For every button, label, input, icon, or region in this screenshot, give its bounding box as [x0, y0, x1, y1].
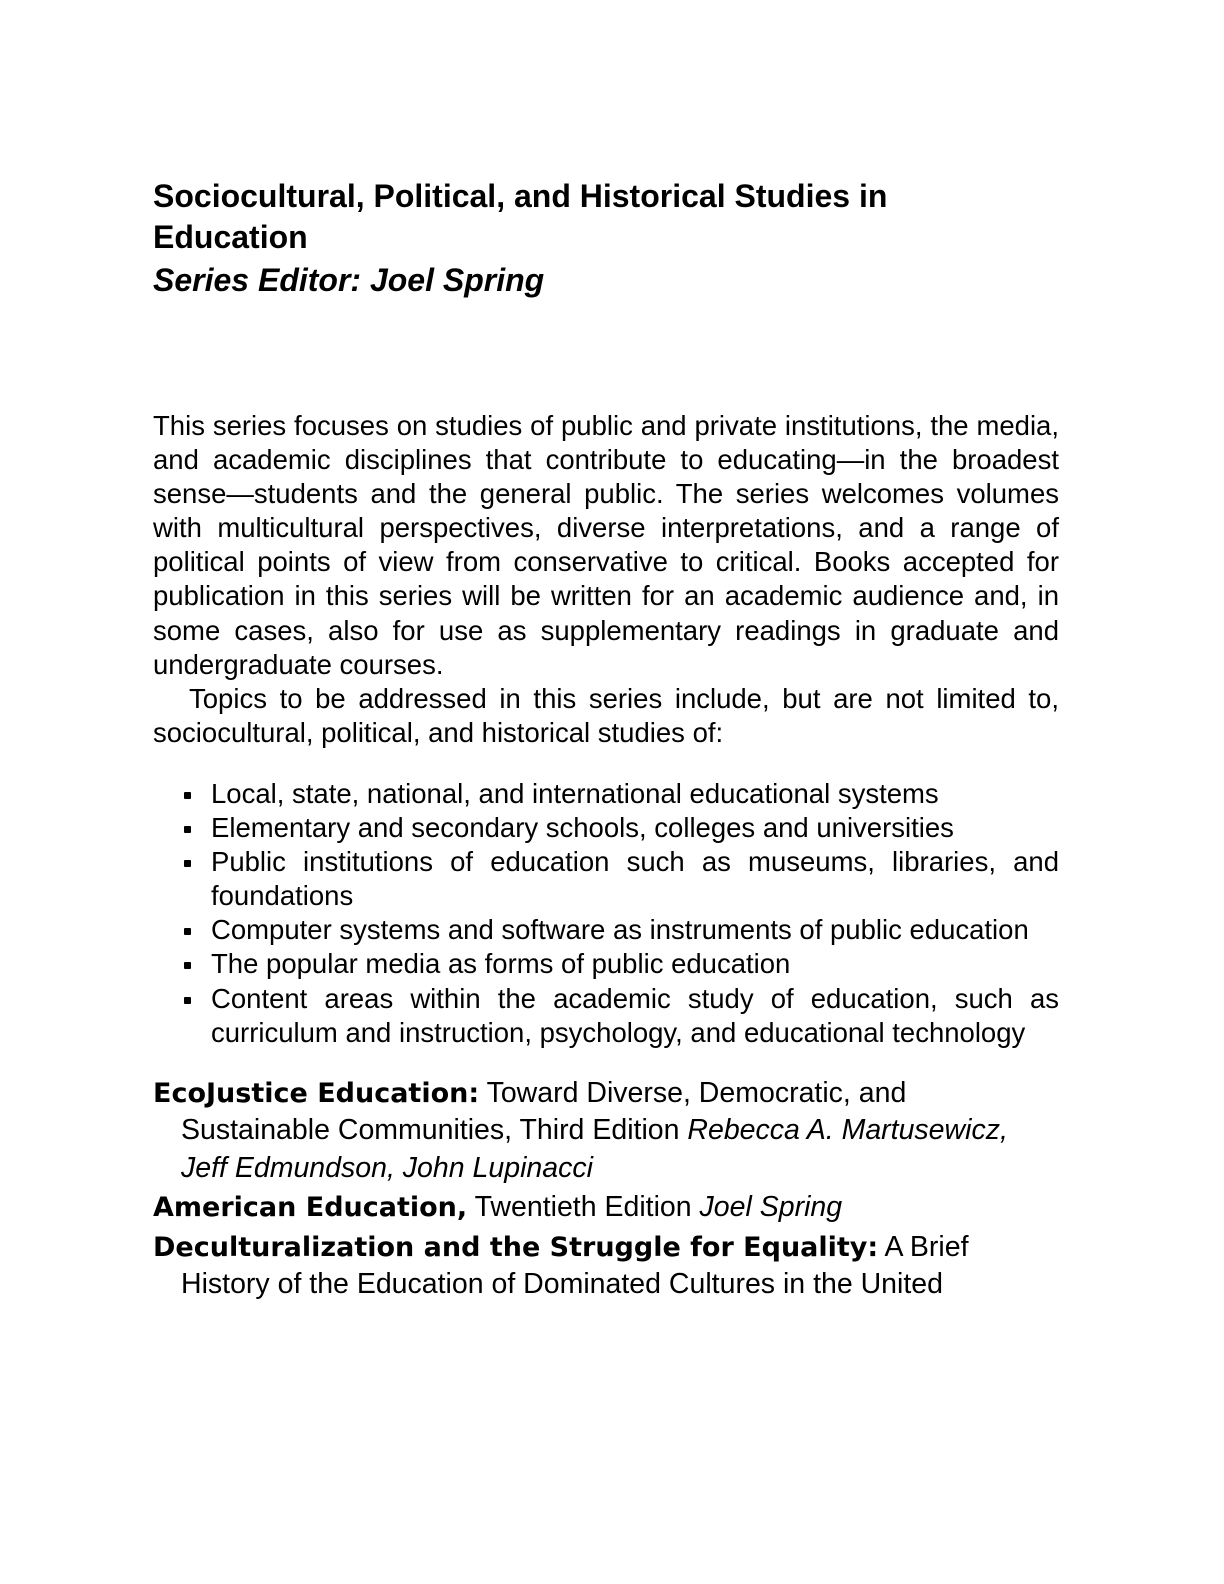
- book-authors: Joel Spring: [699, 1191, 843, 1224]
- document-page: [153, 176, 1059, 1306]
- book-entry: [153, 1189, 1059, 1227]
- topics-list: [153, 777, 1059, 1050]
- bullet-icon: [184, 792, 191, 799]
- list-item: [153, 811, 1059, 845]
- bullet-icon: [184, 928, 191, 935]
- series-description: This series focuses on studies of public and private institutions, the media, and academic disciplines that contribute to educating—in the broadest sense—students and the general public. The series welcomes volumes with multicultural perspectives, diverse interpretations, and a range of political points of view from conservative to critical. Books accepted for publication in this series will be written for an academic audience and, in some cases, also for use as supplementary readings in graduate and undergraduate courses.: [153, 410, 1059, 680]
- book-subtitle: Twentieth Edition: [467, 1191, 700, 1224]
- book-entry: [153, 1075, 1059, 1188]
- book-title: Deculturalization and the Struggle for Equality:: [153, 1231, 879, 1263]
- topic-text: Elementary and secondary schools, colleges and universities: [211, 812, 954, 844]
- book-subtitle: A Brief History of the Education of Dominated Cultures in the United: [181, 1230, 969, 1301]
- list-item: [153, 777, 1059, 811]
- topic-text: The popular media as forms of public education: [211, 948, 791, 980]
- topic-text: Local, state, national, and international educational systems: [211, 777, 939, 809]
- book-list: [153, 1075, 1059, 1304]
- book-subtitle: Toward Diverse, Democratic, and Sustainable Communities, Third Edition: [181, 1076, 907, 1147]
- series-title: Sociocultural, Political, and Historical Studies in Education: [153, 178, 888, 255]
- list-item: [153, 982, 1059, 1050]
- topic-text: Computer systems and software as instruments of public education: [211, 914, 1029, 946]
- topic-text: Content areas within the academic study of education, such as curriculum and instruction, psychology, and educational technology: [211, 982, 1059, 1048]
- book-entry: [153, 1229, 1059, 1304]
- bullet-icon: [184, 826, 191, 833]
- list-item: [153, 913, 1059, 947]
- list-item: [153, 845, 1059, 913]
- bullet-icon: [184, 962, 191, 969]
- series-editor: Series Editor: Joel Spring: [153, 262, 545, 298]
- list-item: [153, 947, 1059, 981]
- topic-text: Public institutions of education such as museums, libraries, and foundations: [211, 846, 1059, 912]
- book-title: American Education,: [153, 1192, 468, 1224]
- book-authors: Rebecca A. Martusewicz, Jeff Edmundson, John Lupinacci: [181, 1114, 1008, 1184]
- bullet-icon: [184, 860, 191, 867]
- bullet-icon: [184, 997, 191, 1004]
- topics-intro: Topics to be addressed in this series include, but are not limited to, sociocultural, political, and historical studies of:: [153, 682, 1059, 748]
- book-title: EcoJustice Education:: [153, 1077, 480, 1109]
